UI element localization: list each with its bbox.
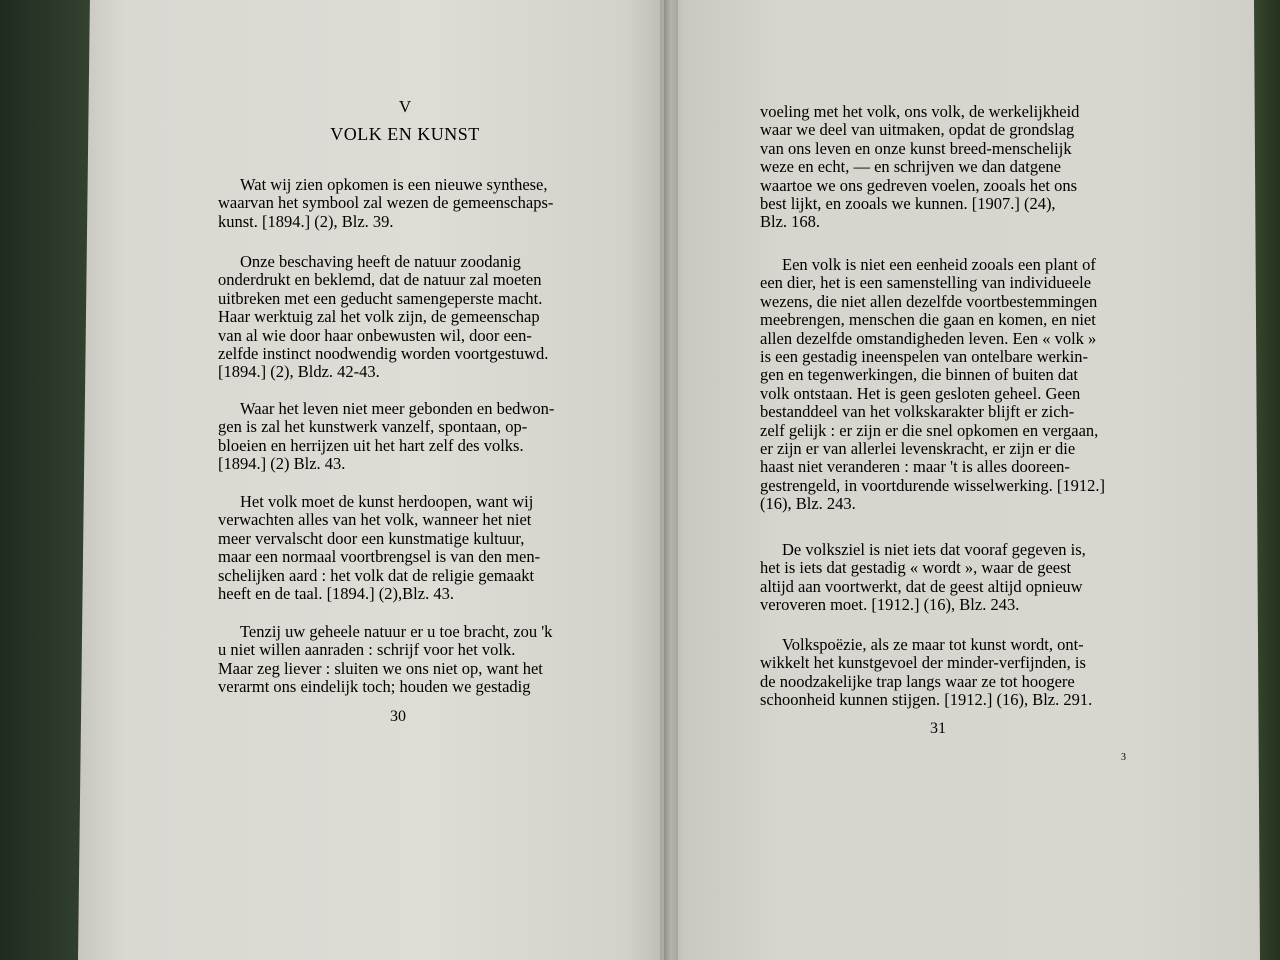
text-line: een dier, het is een samenstelling van individueele: [760, 273, 1092, 293]
book-gutter: [664, 0, 678, 960]
text-line: (16), Blz. 243.: [760, 494, 856, 514]
text-line: altijd aan voortwerkt, dat de geest altijd opnieuw: [760, 576, 1083, 596]
text-line: het is iets dat gestadig « wordt », waar de geest: [760, 558, 1072, 578]
text-line: meebrengen, menschen die gaan en komen, en niet: [760, 310, 1096, 330]
text-line: wezens, die niet allen dezelfde voortbestemmingen: [760, 291, 1098, 311]
text-line: waar we deel van uitmaken, opdat de grondslag: [760, 120, 1075, 140]
text-line: gen en tegenwerkingen, die binnen of buiten dat: [760, 365, 1078, 385]
text-line: is een gestadig ineenspelen van ontelbare werkin-: [760, 347, 1089, 367]
text-line: [1894.] (2) Blz. 43.: [218, 454, 346, 474]
text-line: schoonheid kunnen stijgen. [1912.] (16), Blz. 291.: [760, 690, 1093, 710]
text-line: u niet willen aanraden : schrijf voor het volk.: [218, 640, 516, 660]
text-line: Het volk moet de kunst herdoopen, want wij: [240, 492, 534, 511]
text-line: Onze beschaving heeft de natuur zoodanig: [240, 252, 521, 271]
background-left: [0, 0, 90, 960]
text-line: zelfde instinct noodwendig worden voortgestuwd.: [218, 344, 549, 364]
text-line: wikkelt het kunstgevoel der minder-verfijnden, is: [760, 653, 1086, 673]
paragraph: [760, 256, 1146, 514]
text-line: bestanddeel van het volkskarakter blijft er zich-: [760, 402, 1075, 422]
text-line: gen is zal het kunstwerk vanzelf, spontaan, op-: [218, 417, 528, 437]
text-line: de noodzakelijke trap langs waar ze tot hoogere: [760, 671, 1075, 691]
text-line: meer vervalscht door een kunstmatige kultuur,: [218, 528, 525, 548]
text-line: van al wie door haar onbewusten wil, door een-: [218, 325, 532, 345]
page-number-right: 31: [930, 720, 946, 737]
text-line: waarvan het symbool zal wezen de gemeenschaps-: [218, 193, 554, 213]
text-line: Tenzij uw geheele natuur er u toe bracht, zou 'k: [240, 622, 553, 641]
paragraph: [760, 541, 1146, 615]
paragraph: [760, 103, 1146, 232]
text-line: uitbreken met een geducht samengeperste macht.: [218, 288, 543, 308]
paragraph: [218, 253, 590, 382]
text-line: schelijken aard : het volk dat de religie gemaakt: [218, 565, 535, 585]
paragraph: [218, 623, 590, 697]
text-line: Volkspoëzie, als ze maar tot kunst wordt, ont-: [782, 635, 1084, 654]
text-line: Haar werktuig zal het volk zijn, de gemeenschap: [218, 307, 540, 327]
text-line: er zijn er van allerlei levenskracht, er zijn er die: [760, 439, 1076, 459]
text-line: best lijkt, en zooals we kunnen. [1907.] (24),: [760, 194, 1056, 214]
text-line: heeft en de taal. [1894.] (2),Blz. 43.: [218, 584, 454, 604]
chapter-number: V: [398, 97, 412, 116]
paragraph: [218, 400, 590, 474]
text-line: weze en echt, — en schrijven we dan datgene: [760, 157, 1061, 177]
text-line: van ons leven en onze kunst breed-menschelijk: [760, 138, 1072, 158]
text-line: maar een normaal voortbrengsel is van den men-: [218, 547, 541, 567]
text-line: De volksziel is niet iets dat vooraf gegeven is,: [782, 540, 1086, 559]
text-line: haast niet veranderen : maar 't is alles dooreen-: [760, 457, 1070, 477]
text-line: waartoe we ons gedreven voelen, zooals het ons: [760, 175, 1078, 195]
text-line: verarmt ons eindelijk toch; houden we gestadig: [218, 677, 531, 697]
text-line: [1894.] (2), Bldz. 42-43.: [218, 362, 380, 382]
text-line: gestrengeld, in voortdurende wisselwerking. [1912.]: [760, 475, 1106, 495]
signature-mark: 3: [1121, 752, 1126, 763]
text-line: bloeien en herrijzen uit het hart zelf des volks.: [218, 435, 524, 455]
text-line: veroveren moet. [1912.] (16), Blz. 243.: [760, 595, 1020, 615]
chapter-title: VOLK EN KUNST: [330, 124, 480, 144]
text-line: Maar zeg liever : sluiten we ons niet op, want het: [218, 658, 543, 678]
text-line: volk ontstaan. Het is geen gesloten geheel. Geen: [760, 383, 1081, 403]
text-line: Wat wij zien opkomen is een nieuwe synthese,: [240, 175, 548, 194]
text-line: zelf gelijk : er zijn er die snel opkomen en vergaan,: [760, 420, 1099, 440]
text-line: kunst. [1894.] (2), Blz. 39.: [218, 211, 394, 231]
text-line: verwachten alles van het volk, wanneer het niet: [218, 510, 532, 530]
text-line: voeling met het volk, ons volk, de werkelijkheid: [760, 102, 1080, 121]
text-line: Een volk is niet een eenheid zooals een plant of: [782, 255, 1096, 274]
text-line: Blz. 168.: [760, 212, 821, 232]
text-line: onderdrukt en beklemd, dat de natuur zal moeten: [218, 270, 542, 290]
text-line: allen dezelfde omstandigheden leven. Een « volk »: [760, 328, 1097, 348]
paragraph: [218, 176, 590, 231]
page-number-left: 30: [390, 708, 406, 725]
paragraph: [760, 636, 1146, 710]
paragraph: [218, 493, 590, 603]
text-line: Waar het leven niet meer gebonden en bedwon-: [240, 399, 555, 418]
